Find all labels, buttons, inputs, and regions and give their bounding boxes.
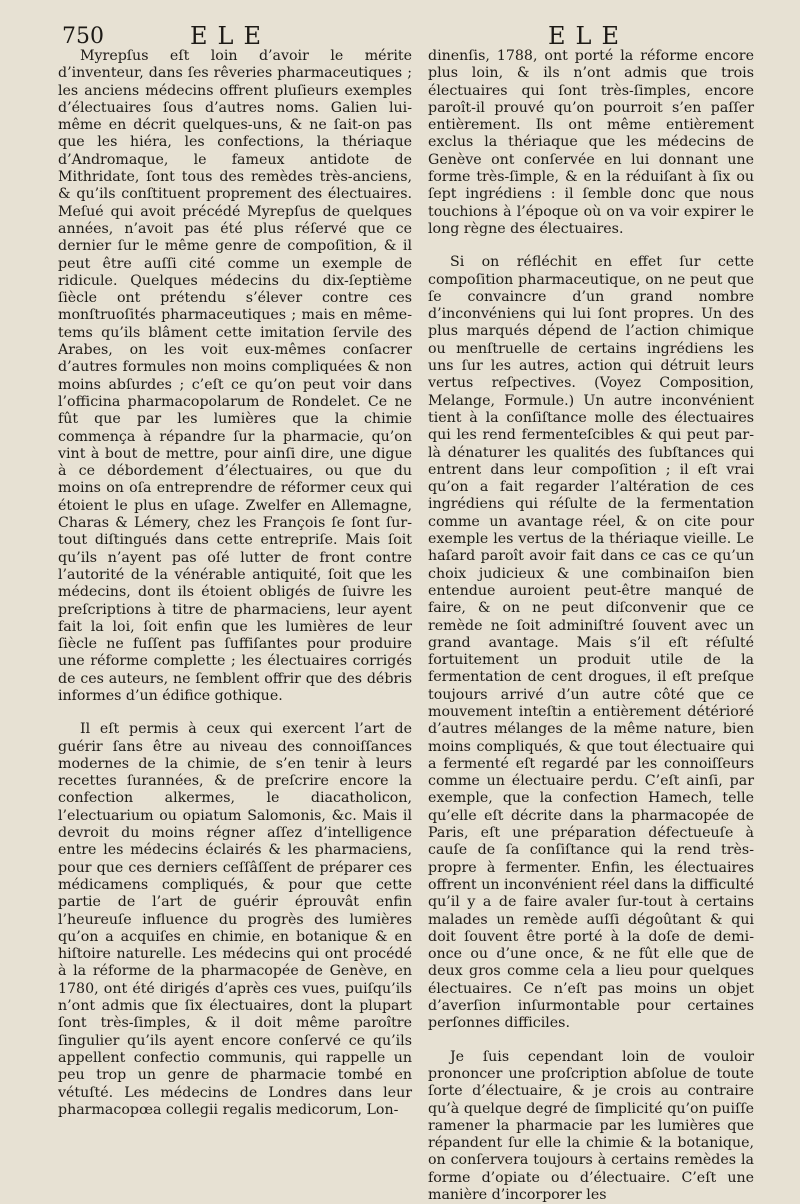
running-head-right: ELE: [548, 22, 629, 50]
paragraph: Myrepſus eſt loin d’avoir le mérite d’inventeur, dans ſes rêveries pharmaceutiques ; les anciens médecins offrent pluſieurs exemples d’électuaires ſous d’autres noms. Galien lui-même en décrit quelques-uns, & ne ſait-on pas que les hiéra, les confections, la thériaque d’Andromaque, le fameux antidote de Mithridate, ſont tous des remèdes très-anciens, & qu’ils conſtituent proprement des électuaires. Meſué qui avoit précédé Myrepſus de quelques années, n’avoit pas été plus réſervé que ce dernier ſur le même genre de compoſition, & il peut être auſſi cité comme un exemple de ridicule. Quelques médecins du dix-ſeptième ſiècle ont prétendu s’élever contre ces monſtruoſités pharmaceutiques ; mais en même-tems qu’ils blâment cette imitation ſervile des Arabes, on les voit eux-mêmes conſacrer d’autres formules non moins compliquées & non moins abſurdes ; c’eſt ce qu’on peut voir dans l’officina pharmacopolarum de Rondelet. Ce ne fût que par les lumières que la chimie commença à répandre ſur la pharmacie, qu’on vint à bout de mettre, pour ainſi dire, une digue à ce débordement d’électuaires, ou que du moins on oſa entreprendre de réformer ceux qui étoient le plus en uſage. Zwelfer en Allemagne, Charas & Lémery, chez les François ſe ſont ſur-tout diſtingués dans cette entrepriſe. Mais ſoit qu’ils n’ayent pas oſé lutter de front contre l’autorité de la vénérable antiquité, ſoit que les médecins, dont ils étoient obligés de ſuivre les preſcriptions à titre de pharmaciens, leur ayent fait la loi, ſoit enfin que les lumières de leur ſiècle ne fuſſent pas ſuffiſantes pour produire une réforme complette ; les électuaires corrigés de ces auteurs, ne ſemblent offrir que des débris informes d’un édifice gothique.: [58, 48, 412, 704]
left-column: [58, 48, 412, 1119]
paragraph: Il eſt permis à ceux qui exercent l’art de guérir ſans être au niveau des connoiſſances modernes de la chimie, de s’en tenir à leurs recettes ſurannées, & de preſcrire encore la confection alkermes, le diacatholicon, l’electuarium ou opiatum Salomonis, &c. Mais il devroit du moins régner aſſez d’intelligence entre les médecins éclairés & les pharmaciens, pour que ces derniers ceſſâſſent de préparer ces médicamens compliqués, & pour que cette partie de l’art de guérir éprouvât enfin l’heureuſe influence du progrès des lumières qu’on a acquiſes en chimie, en botanique & en hiſtoire naturelle. Les médecins qui ont procédé à la réforme de la pharmacopée de Genève, en 1780, ont été dirigés d’après ces vues, puiſqu’ils n’ont admis que ſix électuaires, dont la plupart ſont très-ſimples, & il doit même paroître ſingulier qu’ils ayent encore conſervé ce qu’ils appellent confectio communis, qui rappelle un peu trop un genre de pharmacie tombé en vétuſté. Les médecins de Londres dans leur pharmacopœa collegii regalis medicorum, Lon-: [58, 721, 412, 1118]
paragraph: Si on réfléchit en effet ſur cette compoſition pharmaceutique, on ne peut que ſe convaincre d’un grand nombre d’inconvéniens qui lui ſont propres. Un des plus marqués dépend de l’action chimique ou menſtruelle de certains ingrédiens les uns ſur les autres, action qui détruit leurs vertus reſpectives. (Voyez Composition, Melange, Formule.) Un autre inconvénient tient à la conſiſtance molle des électuaires qui les rend fermenteſcibles & qui peut par-là dénaturer les qualités des ſubſtances qui entrent dans leur compoſition ; il eſt vrai qu’on a fait regarder l’altération de ces ingrédiens qui réſulte de la fermentation comme un avantage réel, & on cite pour exemple les vertus de la thériaque vieille. Le haſard paroît avoir fait dans ce cas ce qu’un choix judicieux & une combinaiſon bien entendue auroient peut-être manqué de faire, & on ne peut diſconvenir que ce remède ne ſoit adminiſtré ſouvent avec un grand avantage. Mais s’il eſt réſulté fortuitement un produit utile de la fermentation de cent drogues, il eſt preſque toujours arrivé d’un autre côté que ce mouvement inteſtin a entièrement détérioré d’autres mélanges de la même nature, bien moins compliqués, & que tout électuaire qui a fermenté eſt regardé par les connoiſſeurs comme un électuaire perdu. C’eſt ainſi, par exemple, que la confection Hamech, telle qu’elle eſt décrite dans la pharmacopée de Paris, eſt une préparation défectueuſe à cauſe de ſa conſiſtance qui la rend très-propre à fermenter. Enfin, les électuaires offrent un inconvénient réel dans la difficulté qu’il y a de faire avaler ſur-tout à certains malades un remède auſſi dégoûtant & qui doit ſouvent être porté à la doſe de demi-once ou d’une once, & ne fût elle que de deux gros comme cela a lieu pour quelques électuaires. Ce n’eſt pas moins un objet d’averſion inſurmontable pour certaines perſonnes difficiles.: [428, 254, 754, 1032]
running-head-left: ELE: [190, 22, 271, 50]
paragraph-continuation: dinenſis, 1788, ont porté la réforme encore plus loin, & ils n’ont admis que trois électuaires qui ſont très-ſimples, encore paroît-il prouvé qu’on pourroit s’en paſſer entièrement. Ils ont même entièrement exclus la thériaque que les médecins de Genève ont conſervée en lui donnant une forme très-ſimple, & en la réduiſant à ſix ou ſept ingrédiens : il ſemble donc que nous touchions à l’époque où on va voir expirer le long règne des électuaires.: [428, 48, 754, 237]
paragraph: Je ſuis cependant loin de vouloir prononcer une proſcription abſolue de toute ſorte d’électuaire, & je crois au contraire qu’à quelque degré de ſimplicité qu’on puiſſe ramener la pharmacie par les lumières que répandent ſur elle la chimie & la botanique, on conſervera toujours à certains remèdes la forme d’opiate ou d’électuaire. C’eſt une manière d’incorporer les: [428, 1048, 754, 1203]
page-number: 750: [62, 24, 104, 49]
right-column: [428, 48, 754, 1204]
